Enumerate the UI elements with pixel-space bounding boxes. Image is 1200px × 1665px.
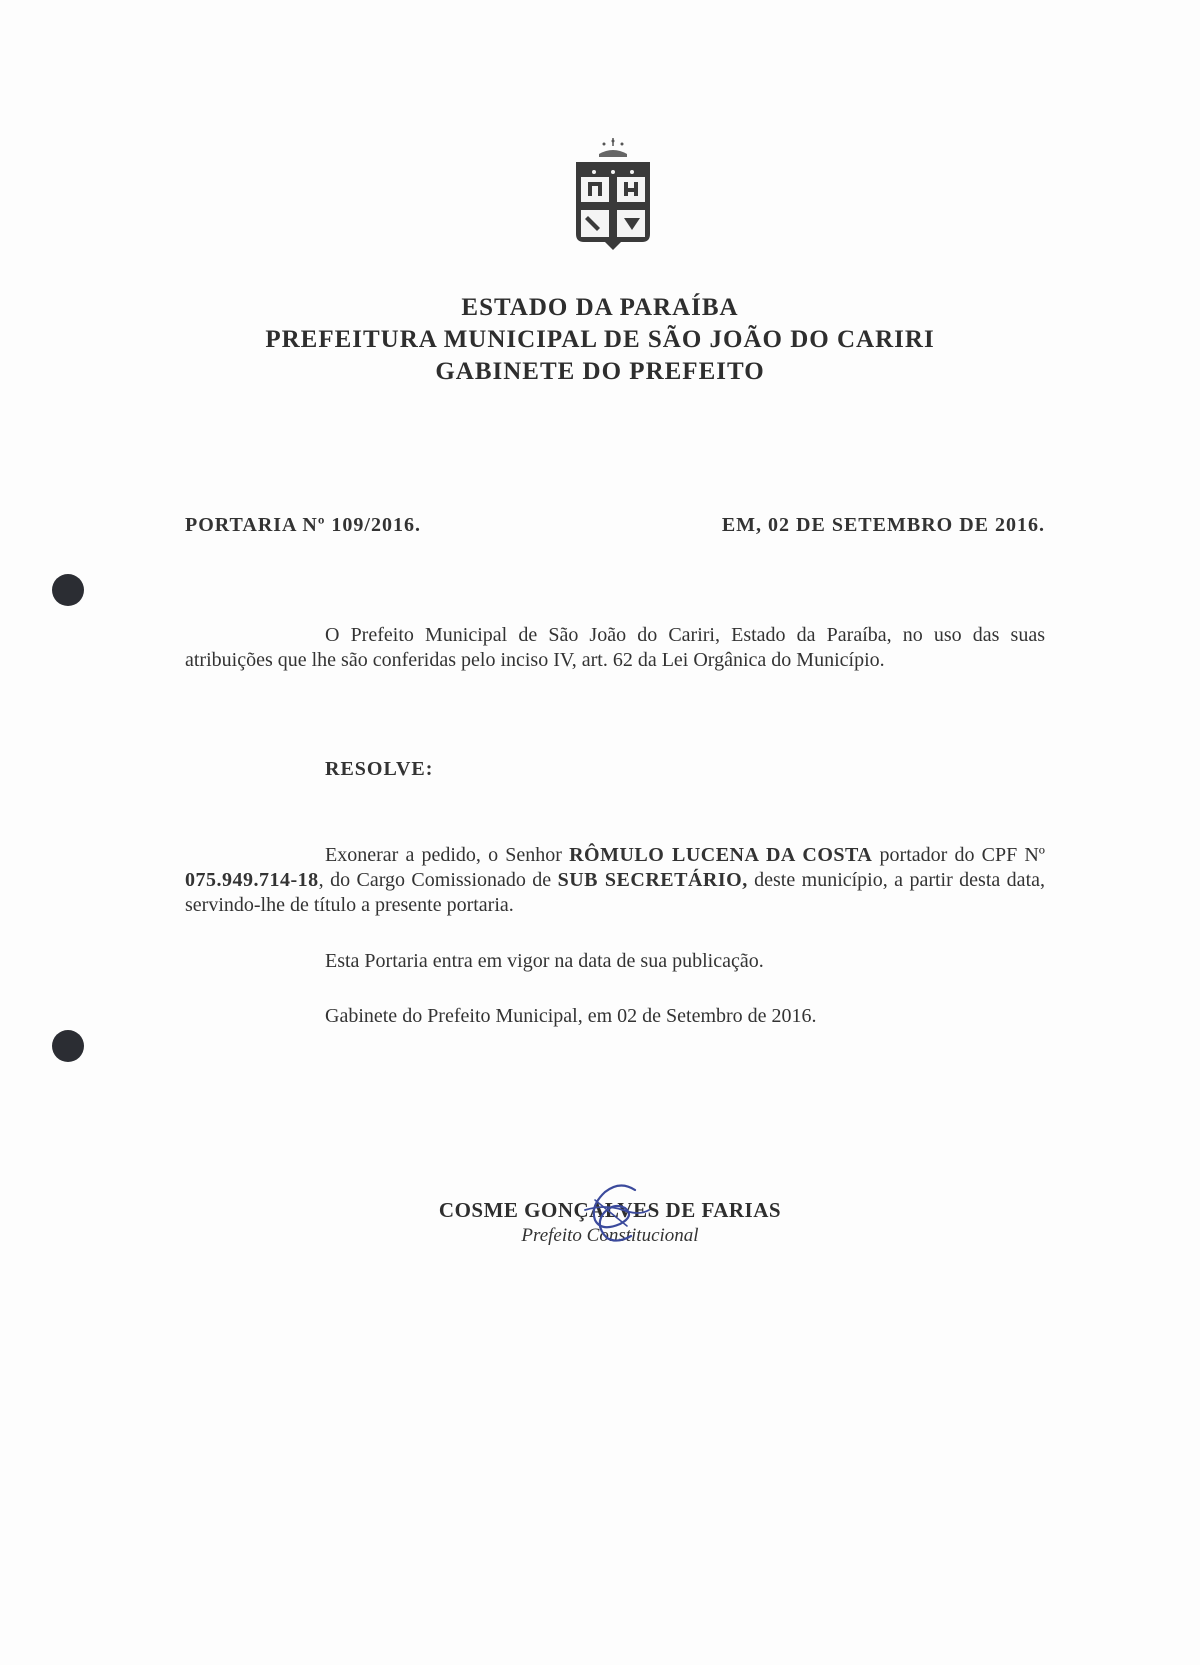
punch-hole-top (52, 574, 84, 606)
handwritten-signature-icon (565, 1180, 655, 1250)
portaria-number: PORTARIA Nº 109/2016. (185, 514, 421, 536)
signature-block (330, 1198, 890, 1247)
punch-hole-bottom (52, 1030, 84, 1062)
cargo-title: SUB SECRETÁRIO, (557, 869, 748, 891)
signer-name: COSME GONÇALVES DE FARIAS (438, 1198, 782, 1222)
person-name: RÔMULO LUCENA DA COSTA (569, 844, 873, 866)
decision-intro: Exonerar a pedido, o Senhor (325, 844, 562, 866)
document-header (0, 292, 1200, 388)
coat-of-arms-icon (566, 138, 660, 258)
preamble-paragraph: O Prefeito Municipal de São João do Cariri, Estado da Paraíba, no uso das suas atribuições que lhe são conferidas pelo inciso IV, art. 62 da Lei Orgânica do Município. (185, 624, 1045, 671)
header-municipality: PREFEITURA MUNICIPAL DE SÃO JOÃO DO CARIRI (265, 326, 935, 353)
portaria-date: EM, 02 DE SETEMBRO DE 2016. (721, 514, 1045, 536)
header-office: GABINETE DO PREFEITO (435, 358, 765, 385)
header-state: ESTADO DA PARAÍBA (461, 294, 739, 321)
decision-rest: deste município, a partir desta data, servindo-lhe de título a presente portaria. (185, 869, 1045, 916)
resolve-heading: RESOLVE: (325, 758, 434, 780)
cpf-number: 075.949.714-18 (185, 869, 319, 891)
cpf-intro: portador do CPF Nº (879, 844, 1046, 866)
signer-role: Prefeito Constitucional (521, 1225, 699, 1246)
vigor-paragraph: Esta Portaria entra em vigor na data de sua publicação. (325, 950, 764, 972)
cargo-intro: , do Cargo Comissionado de (318, 869, 552, 891)
decision-paragraph (185, 843, 1045, 918)
closing-paragraph: Gabinete do Prefeito Municipal, em 02 de Setembro de 2016. (325, 1005, 817, 1027)
